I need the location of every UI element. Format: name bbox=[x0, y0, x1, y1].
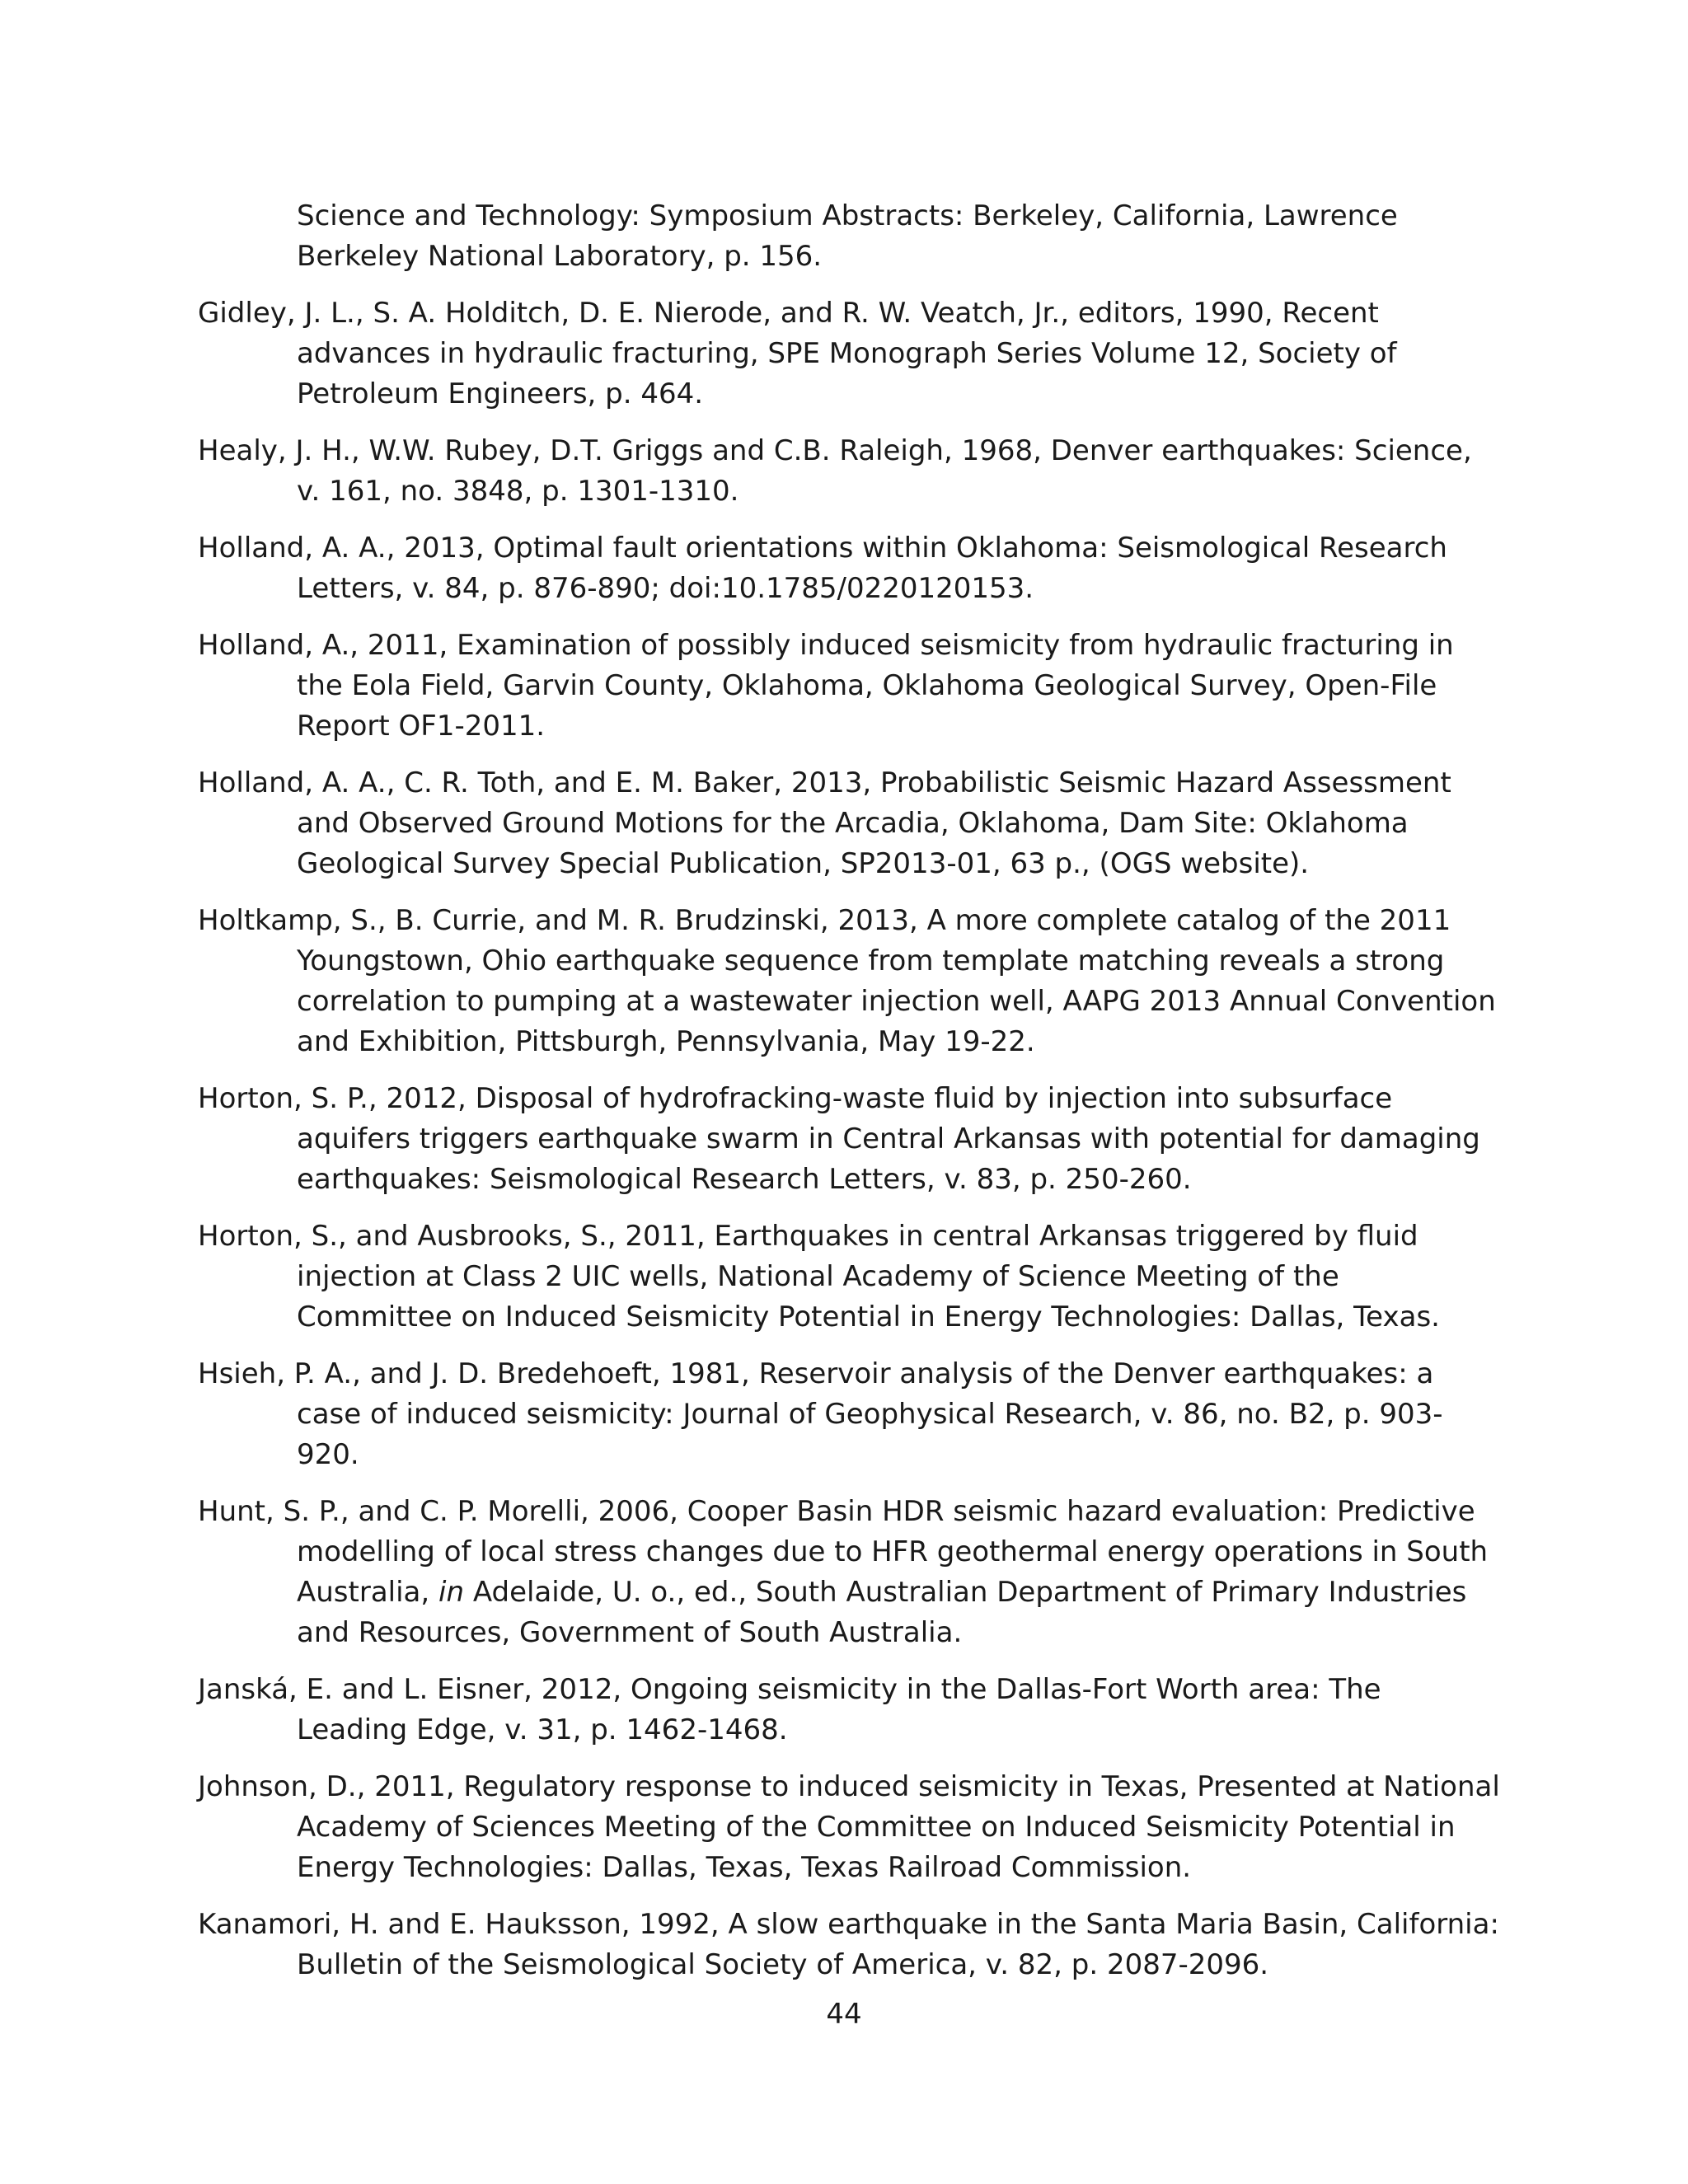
reference-entry-hunt-2006 bbox=[198, 1492, 1500, 1653]
reference-entry-holland-2011: Holland, A., 2011, Examination of possibly induced seismicity from hydraulic fracturing in the Eola Field, Garvin County, Oklahoma, Oklahoma Geological Survey, Open-File Report OF1-2011. bbox=[198, 629, 1454, 743]
reference-entry-johnson-2011: Johnson, D., 2011, Regulatory response to induced seismicity in Texas, Presented at National Academy of Sciences Meeting of the Committee on Induced Seismicity Potential in Energy Technologies: Dallas, Texas, Texas Railroad Commission. bbox=[198, 1770, 1500, 1884]
reference-entry-holland-2013a: Holland, A. A., 2013, Optimal fault orientations within Oklahoma: Seismological Research Letters, v. 84, p. 876-890; doi:10.1785/0220120153. bbox=[198, 532, 1447, 605]
reference-entry-hsieh-1981: Hsieh, P. A., and J. D. Bredehoeft, 1981, Reservoir analysis of the Denver earthquakes: a case of induced seismicity: Journal of Geophysical Research, v. 86, no. B2, p. 903-920. bbox=[198, 1357, 1443, 1471]
reference-italic-text: in bbox=[438, 1576, 465, 1609]
page-number: 44 bbox=[826, 1998, 862, 2031]
reference-entry-janska-2012: Janská, E. and L. Eisner, 2012, Ongoing seismicity in the Dallas-Fort Worth area: The Leading Edge, v. 31, p. 1462-1468. bbox=[198, 1673, 1381, 1746]
reference-entry-gidley-1990: Gidley, J. L., S. A. Holditch, D. E. Nierode, and R. W. Veatch, Jr., editors, 1990, Recent advances in hydraulic fracturing, SPE Monograph Series Volume 12, Society of Petroleum Engineers, p. 464. bbox=[198, 297, 1397, 410]
reference-entry-holtkamp-2013: Holtkamp, S., B. Currie, and M. R. Brudzinski, 2013, A more complete catalog of the 2011 Youngstown, Ohio earthquake sequence from template matching reveals a strong correlation to pumping at a wastewater injection well, AAPG 2013 Annual Convention and Exhibition, Pittsburgh, Pennsylvania, May 19-22. bbox=[198, 904, 1496, 1058]
reference-list bbox=[198, 196, 1500, 2002]
reference-entry-holland-2013b: Holland, A. A., C. R. Toth, and E. M. Baker, 2013, Probabilistic Seismic Hazard Assessment and Observed Ground Motions for the Arcadia, Oklahoma, Dam Site: Oklahoma Geological Survey Special Publication, SP2013-01, 63 p., (OGS website). bbox=[198, 766, 1451, 880]
reference-entry-horton-2012: Horton, S. P., 2012, Disposal of hydrofracking-waste fluid by injection into subsurface aquifers triggers earthquake swarm in Central Arkansas with potential for damaging earthquakes: Seismological Research Letters, v. 83, p. 250-260. bbox=[198, 1082, 1480, 1196]
reference-entry-healy-1968: Healy, J. H., W.W. Rubey, D.T. Griggs and C.B. Raleigh, 1968, Denver earthquakes: Science, v. 161, no. 3848, p. 1301-1310. bbox=[198, 434, 1472, 508]
reference-entry-continued: Science and Technology: Symposium Abstracts: Berkeley, California, Lawrence Berkeley National Laboratory, p. 156. bbox=[297, 199, 1398, 273]
reference-text: Adelaide, U. o., ed., South Australian Department of Primary Industries and Resources, Government of South Australia. bbox=[297, 1576, 1467, 1649]
reference-entry-horton-2011: Horton, S., and Ausbrooks, S., 2011, Earthquakes in central Arkansas triggered by fluid injection at Class 2 UIC wells, National Academy of Science Meeting of the Committee on Induced Seismicity Potential in Energy Technologies: Dallas, Texas. bbox=[198, 1220, 1440, 1333]
reference-text: Hunt, S. P., and C. P. Morelli, 2006, Cooper Basin HDR seismic hazard evaluation: Predictive modelling of local stress changes due to HFR geothermal energy operations in South Australia, bbox=[198, 1495, 1489, 1609]
reference-entry-kanamori-1992: Kanamori, H. and E. Hauksson, 1992, A slow earthquake in the Santa Maria Basin, California: Bulletin of the Seismological Society of America, v. 82, p. 2087-2096. bbox=[198, 1908, 1499, 1981]
